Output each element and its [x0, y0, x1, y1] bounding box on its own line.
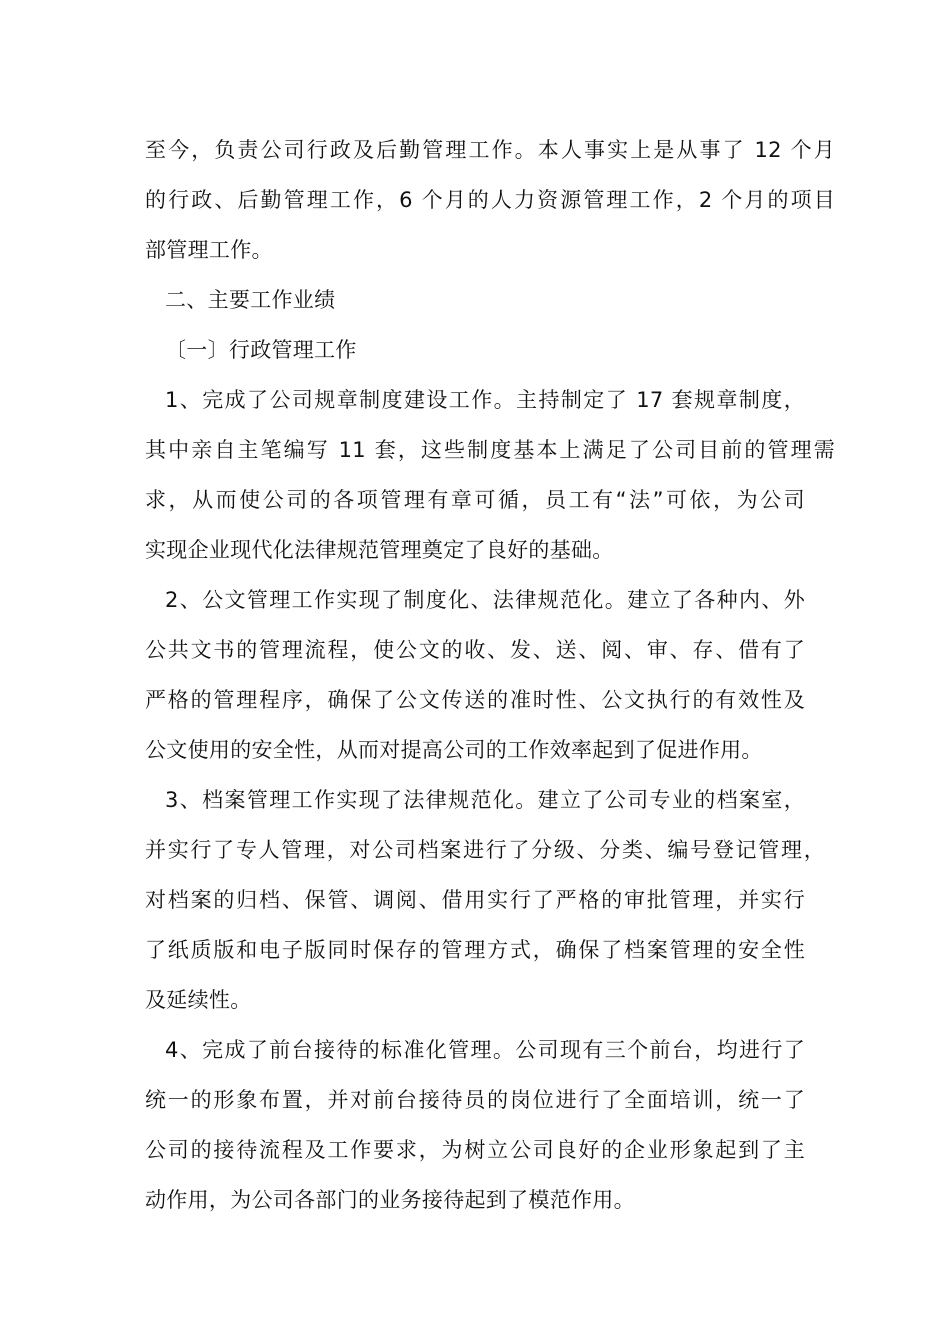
body-text-line: 至今，负责公司行政及后勤管理工作。本人事实上是从事了 12 个月 [145, 138, 835, 162]
section-heading: 二、主要工作业绩 [165, 288, 336, 312]
body-text-line: 公文使用的安全性，从而对提高公司的工作效率起到了促进作用。 [145, 738, 763, 762]
body-text-line: 及延续性。 [145, 988, 252, 1012]
paragraph-first-line: 1、完成了公司规章制度建设工作。主持制定了 17 套规章制度， [165, 388, 805, 412]
body-text-line: 动作用，为公司各部门的业务接待起到了模范作用。 [145, 1188, 635, 1212]
body-text-line: 了纸质版和电子版同时保存的管理方式，确保了档案管理的安全性 [145, 938, 805, 962]
subsection-heading: 〔一〕行政管理工作 [165, 338, 357, 362]
body-text-line: 严格的管理程序，确保了公文传送的准时性、公文执行的有效性及 [145, 688, 805, 712]
paragraph-first-line: 3、档案管理工作实现了法律规范化。建立了公司专业的档案室， [165, 788, 805, 812]
body-text-line: 的行政、后勤管理工作，6 个月的人力资源管理工作，2 个月的项目 [145, 188, 835, 212]
body-text-line: 求，从而使公司的各项管理有章可循，员工有“法”可依，为公司 [145, 488, 805, 512]
body-text-line: 统一的形象布置，并对前台接待员的岗位进行了全面培训，统一了 [145, 1088, 805, 1112]
body-text-line: 并实行了专人管理，对公司档案进行了分级、分类、编号登记管理， [145, 838, 825, 862]
body-text-line: 部管理工作。 [145, 238, 273, 262]
body-text-line: 公共文书的管理流程，使公文的收、发、送、阅、审、存、借有了 [145, 638, 805, 662]
body-text-line: 实现企业现代化法律规范管理奠定了良好的基础。 [145, 538, 614, 562]
paragraph-first-line: 2、公文管理工作实现了制度化、法律规范化。建立了各种内、外 [165, 588, 805, 612]
body-text-line: 其中亲自主笔编写 11 套，这些制度基本上满足了公司目前的管理需 [145, 438, 835, 462]
body-text-line: 公司的接待流程及工作要求，为树立公司良好的企业形象起到了主 [145, 1138, 805, 1162]
body-text-line: 对档案的归档、保管、调阅、借用实行了严格的审批管理，并实行 [145, 888, 805, 912]
paragraph-first-line: 4、完成了前台接待的标准化管理。公司现有三个前台，均进行了 [165, 1038, 805, 1062]
